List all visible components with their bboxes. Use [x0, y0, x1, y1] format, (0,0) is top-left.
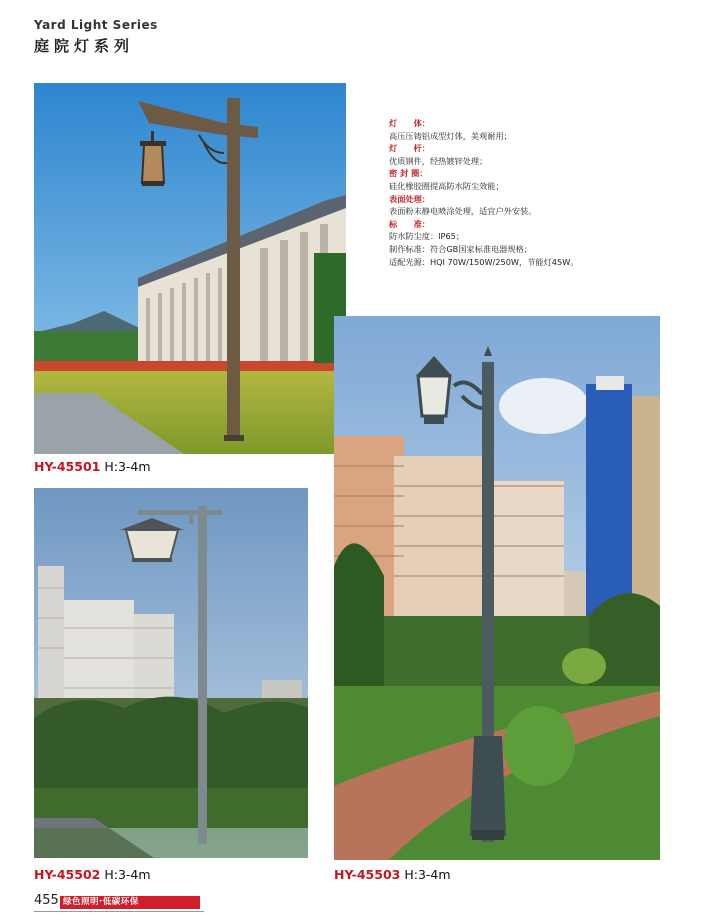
series-title-en: Yard Light Series: [34, 18, 158, 32]
page-number: 455: [34, 893, 59, 908]
specifications: [389, 117, 669, 268]
spec-text: 表面粉末静电喷涂处理，适宜户外安装。: [389, 206, 537, 217]
product-photo-hy-45503: [334, 316, 660, 860]
footer-divider: [34, 911, 204, 912]
spec-row: [389, 155, 669, 168]
spec-text: 防水防尘度：IP65；: [389, 231, 465, 242]
product-photo-hy-45502: [34, 488, 308, 858]
spec-row: [389, 256, 669, 269]
spec-text: 高压压铸铝成型灯体，美观耐用；: [389, 130, 512, 141]
product-photo-hy-45501: [34, 83, 346, 454]
spec-label: 密 封 圈：: [389, 168, 428, 179]
spec-text: 制作标准：符合GB国家标准电器规格；: [389, 243, 532, 254]
spec-row: [389, 218, 669, 231]
pole-height: H:3-4m: [104, 867, 151, 882]
caption-hy-45502: [34, 867, 151, 882]
spec-row: [389, 205, 669, 218]
spec-row: [389, 167, 669, 180]
spec-label: 标 准：: [389, 218, 430, 229]
spec-text: 优质钢件，经热镀锌处理；: [389, 155, 488, 166]
spec-label: 灯 体：: [389, 118, 430, 128]
caption-hy-45501: [34, 459, 151, 474]
slogan-text: 绿色照明·低碳环保: [63, 897, 139, 907]
spec-text: 适配光源：HQI 70W/150W/250W，节能灯45W。: [389, 256, 579, 267]
spec-text: 硅化橡胶圈提高防水防尘效能；: [389, 180, 504, 191]
model-number: HY-45503: [334, 867, 401, 882]
pole-height: H:3-4m: [104, 459, 151, 474]
spec-row: [389, 117, 669, 130]
pole-height: H:3-4m: [404, 867, 451, 882]
model-number: HY-45501: [34, 459, 101, 474]
model-number: HY-45502: [34, 867, 101, 882]
spec-label: 表面处理：: [389, 193, 430, 204]
caption-hy-45503: [334, 867, 451, 882]
spec-row: [389, 180, 669, 193]
spec-row: [389, 193, 669, 206]
spec-row: [389, 142, 669, 155]
spec-row: [389, 230, 669, 243]
series-title-cn: 庭院灯系列: [34, 37, 135, 55]
spec-label: 灯 杆：: [389, 143, 430, 154]
spec-row: [389, 243, 669, 256]
spec-row: [389, 130, 669, 143]
slogan-banner: [60, 896, 200, 909]
